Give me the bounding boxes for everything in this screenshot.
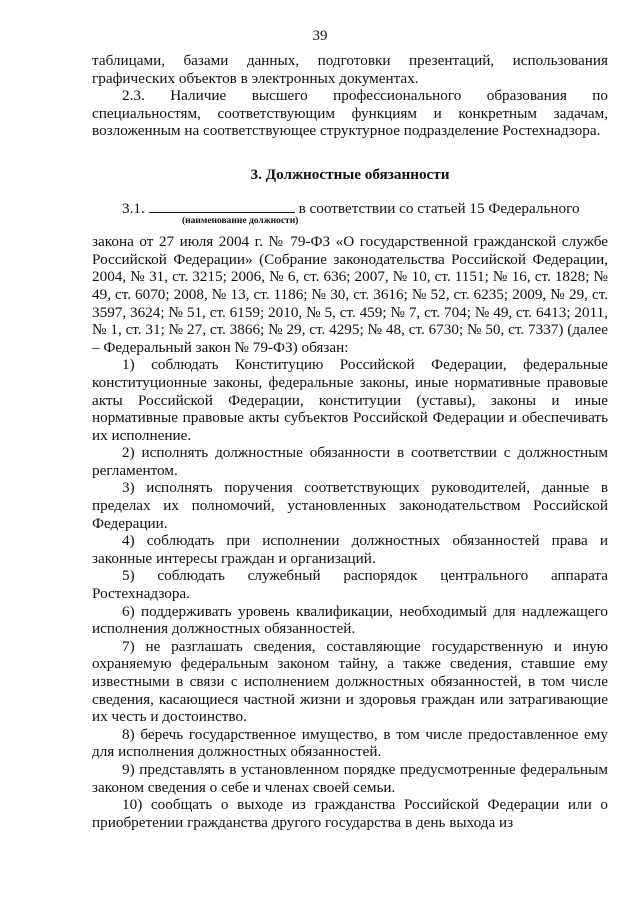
page-number: 39 — [312, 28, 328, 44]
list-item: 10) сообщать о выходе из гражданства Российской Федерации или о приобретении гражданства другого государства в день выхода из — [92, 796, 608, 831]
list-item: 2) исполнять должностные обязанности в соответствии с должностным регламентом. — [92, 444, 608, 479]
document-body — [92, 52, 608, 831]
list-item: 6) поддерживать уровень квалификации, необходимый для надлежащего исполнения должностных обязанностей. — [92, 602, 608, 638]
section-heading: 3. Должностные обязанности — [250, 165, 450, 183]
list-item: 8) беречь государственное имущество, в том числе предоставленное ему для исполнения должностных обязанностей. — [92, 725, 608, 761]
list-item: 4) соблюдать при исполнении должностных обязанностей права и законные интересы граждан и организаций. — [92, 532, 608, 567]
paragraph-2-3: 2.3. Наличие высшего профессионального образования по специальностям, соответствующим функциям и конкретным задачам, возложенным на соответствующее структурное подразделение Ростехнадзора. — [92, 87, 608, 140]
blank-caption: (наименование должности) — [182, 216, 299, 227]
clause-number: 3.1. — [122, 199, 145, 217]
paragraph-3-1-first-line — [92, 200, 608, 218]
list-item: 5) соблюдать служебный распорядок центрального аппарата Ростехнадзора. — [92, 567, 608, 603]
paragraph-continuation: таблицами, базами данных, подготовки презентаций, использования графических объектов в электронных документах. — [92, 52, 608, 87]
list-item: 7) не разглашать сведения, составляющие государственную и иную охраняемую федеральным законом тайну, а также сведения, ставшие ему известными в связи с исполнением должностных обязанностей, в том числе сведения, касающиеся частной жизни и здоровья граждан или затрагивающие их честь и достоинство. — [92, 637, 608, 726]
list-item: 3) исполнять поручения соответствующих руководителей, данные в пределах их полномочий, установленных законодательством Российской Федерации. — [92, 479, 608, 532]
position-blank-line — [149, 200, 295, 213]
list-item: 9) представлять в установленном порядке предусмотренные федеральным законом сведения о себе и членах своей семьи. — [92, 760, 608, 796]
clause-intro: в соответствии со статьей 15 Федерального — [298, 199, 580, 217]
paragraph-3-1-body: закона от 27 июля 2004 г. № 79-ФЗ «О государственной гражданской службе Российской Федерации» (Собрание законодательства Российской Федерации, 2004, № 31, ст. 3215; 2006, № 6, ст. 636; 2007, № 10, ст. 1151; № 16, ст. 1828; № 49, ст. 6070; 2008, № 13, ст. 1186; № 30, ст. 3616; № 52, ст. 6235; 2009, № 29, ст. 3597, 3624; № 51, ст. 6159; 2010, № 5, ст. 459; № 7, ст. 704; № 49, ст. 6413; 2011, № 1, ст. 31; № 27, ст. 3866; № 29, ст. 4295; № 48, ст. 6730; № 50, ст. 7337) (далее – Федеральный закон № 79-ФЗ) обязан: — [92, 233, 608, 356]
list-item: 1) соблюдать Конституцию Российской Федерации, федеральные конституционные законы, федеральные законы, иные нормативные правовые акты Российской Федерации, конституции (уставы), законы и иные нормативные правовые акты субъектов Российской Федерации и обеспечивать их исполнение. — [92, 356, 608, 444]
